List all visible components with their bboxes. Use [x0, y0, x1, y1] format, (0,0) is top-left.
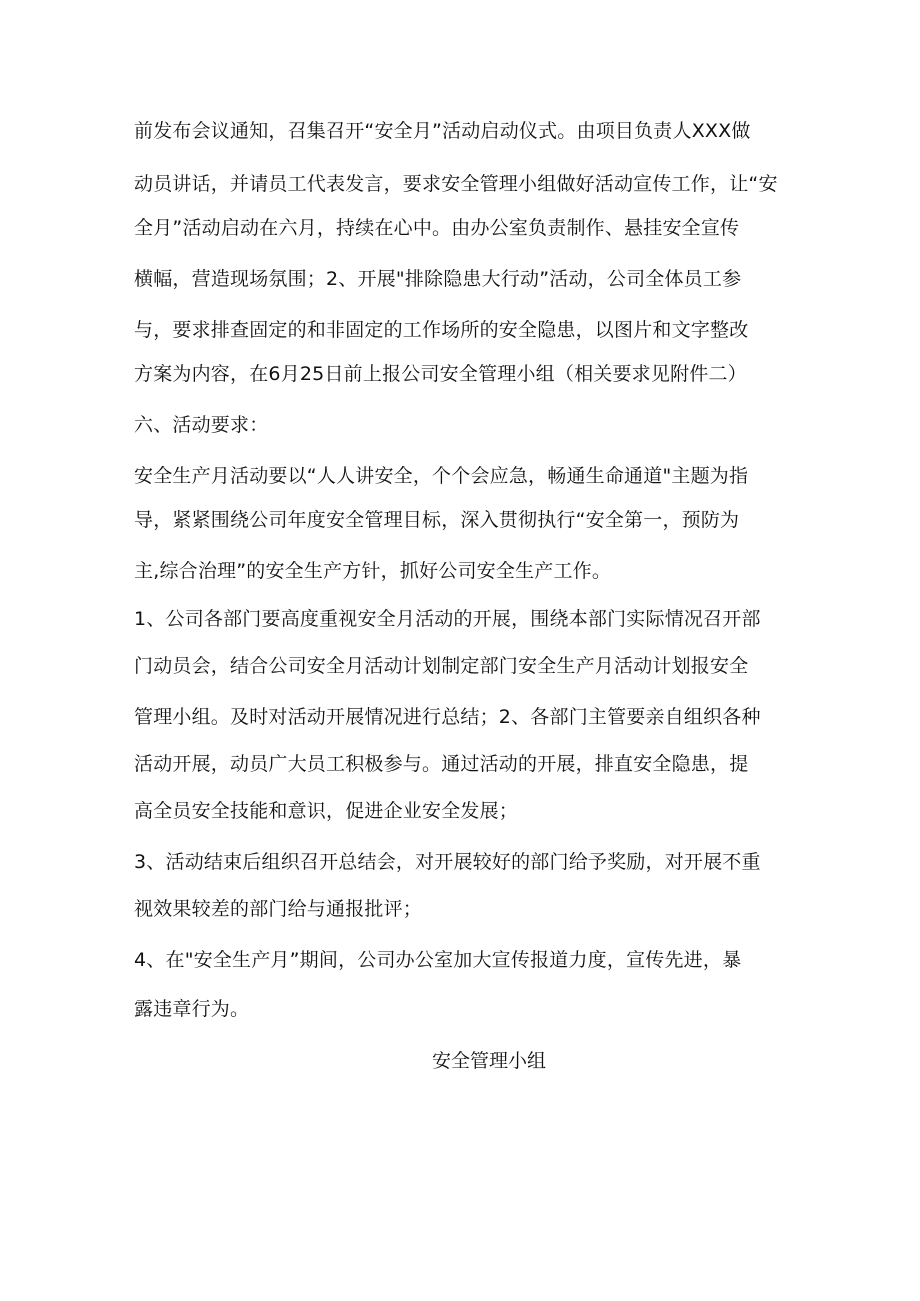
list-item-line: 1、公司各部门要高度重视安全月活动的开展，围绕本部门实际情况召开部	[134, 608, 761, 630]
paragraph-line: 主,综合治理”的安全生产方针，抓好公司安全生产工作。	[134, 560, 612, 582]
paragraph-line: 动员讲话，并请员工代表发言，要求安全管理小组做好活动宣传工作，让“安	[134, 173, 778, 195]
paragraph-line: 横幅，营造现场氛围；2、开展"排除隐患大行动”活动，公司全体员工参	[134, 268, 742, 290]
list-item-line: 高全员安全技能和意识，促进企业安全发展；	[134, 800, 519, 822]
paragraph-line: 导，紧紧围绕公司年度安全管理目标，深入贯彻执行“安全第一，预防为	[134, 509, 740, 531]
signature: 安全管理小组	[432, 1050, 547, 1072]
list-item-line: 管理小组。及时对活动开展情况进行总结；2、各部门主管要亲自组织各种	[134, 706, 761, 728]
section-heading: 六、活动要求：	[134, 414, 269, 436]
list-item-line: 露违章行为。	[134, 998, 250, 1020]
paragraph-line: 全月”活动启动在六月，持续在心中。由办公室负责制作、悬挂安全宣传	[134, 217, 740, 239]
paragraph-line: 与，要求排查固定的和非固定的工作场所的安全隐患，以图片和文字整改	[134, 319, 749, 341]
list-item-line: 4、在"安全生产月”期间，公司办公室加大宣传报道力度，宣传先进，暴	[134, 949, 742, 971]
paragraph-line: 安全生产月活动要以“人人讲安全，个个会应急，畅通生命通道"主题为指	[134, 465, 749, 487]
paragraph-line: 方案为内容，在6月25日前上报公司安全管理小组（相关要求见附件二）	[134, 363, 747, 385]
list-item-line: 3、活动结束后组织召开总结会，对开展较好的部门给予奖励，对开展不重	[134, 851, 761, 873]
paragraph-line: 前发布会议通知，召集召开“安全月”活动启动仪式。由项目负责人XXX做	[134, 120, 751, 142]
list-item-line: 视效果较差的部门给与通报批评；	[134, 898, 423, 920]
list-item-line: 门动员会，结合公司安全月活动计划制定部门安全生产月活动计划报安全	[134, 655, 749, 677]
list-item-line: 活动开展，动员广大员工积极参与。通过活动的开展，排直安全隐患，提	[134, 753, 749, 775]
